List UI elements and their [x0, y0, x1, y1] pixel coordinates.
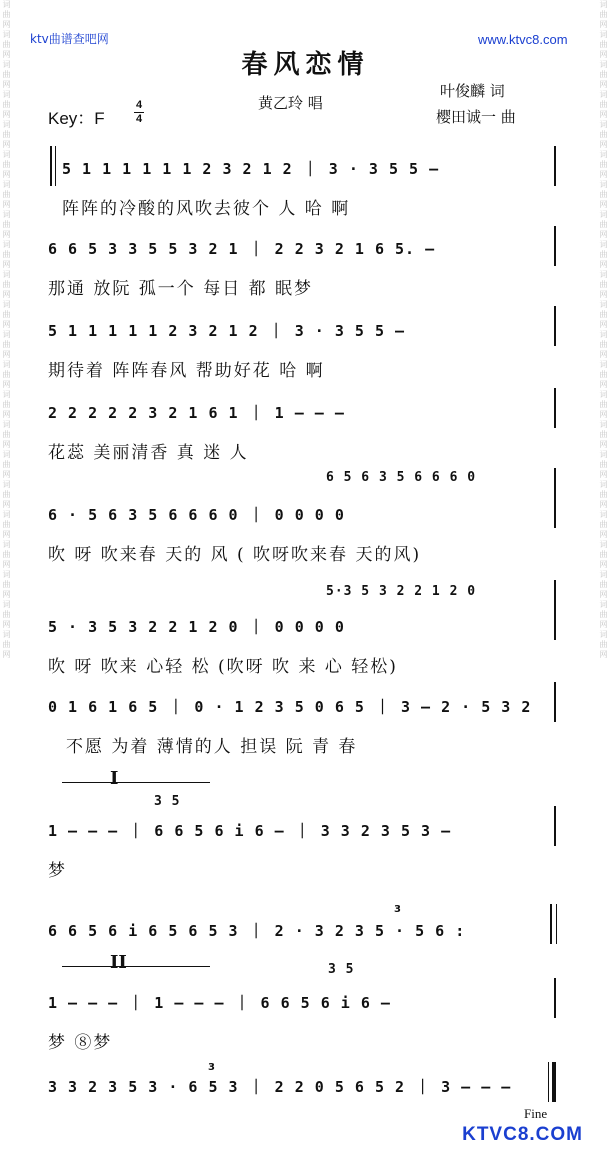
row-11-triplet-mark: 3: [208, 1062, 215, 1073]
time-signature-bottom: 4: [135, 113, 143, 125]
repeat-end-bar-thin: [556, 904, 557, 944]
row-4-end-bar: [554, 388, 556, 428]
row-3-lyrics: 期待着 阵阵春风 帮助好花 哈 啊: [48, 361, 325, 381]
row-8-lyrics: 梦: [48, 861, 67, 881]
row-2-end-bar: [554, 226, 556, 266]
row-10-notes: 1 — — — ｜ 1 — — — ｜ 6 6 5 6 i 6 —: [48, 994, 391, 1012]
ktvc8-logo: KTVC8.COM: [462, 1124, 583, 1145]
row-3-notes: 5 1 1 1 1 1 2 3 2 1 2 ｜ 3 · 3 5 5 —: [48, 322, 406, 340]
fine-marking: Fine: [524, 1106, 548, 1121]
row-10-lyrics: 梦 ⑧梦: [48, 1033, 113, 1053]
row-9-notes: 6 6 5 6 i 6 5 6 5 3 ｜ 2 · 3 2 3 5 · 5 6 :: [48, 922, 466, 940]
row-8-end-bar: [554, 806, 556, 846]
header-right-site[interactable]: www.ktvc8.com: [478, 32, 568, 47]
row-10-upper-voice: 3 5: [328, 962, 355, 977]
row-6-end-bar: [554, 580, 556, 640]
row-5-upper-voice: 6 5 6 3 5 6 6 6 0: [326, 470, 477, 485]
time-signature: [134, 100, 144, 125]
start-bar-thin: [55, 146, 56, 186]
row-6-upper-voice: 5·3 5 3 2 2 1 2 0: [326, 584, 477, 599]
row-9-triplet-mark: 3: [394, 904, 401, 915]
row-4-lyrics: 花蕊 美丽清香 真 迷 人: [48, 443, 249, 463]
row-5-end-bar: [554, 468, 556, 528]
row-11-notes: 3 3 2 3 5 3 · 6 5 3 ｜ 2 2 0 5 6 5 2 ｜ 3 — — —: [48, 1078, 512, 1096]
volta-2-label: II: [110, 952, 127, 973]
row-2-notes: 6 6 5 3 3 5 5 3 2 1 ｜ 2 2 3 2 1 6 5. —: [48, 240, 436, 258]
composer-credit: 樱田诚一 曲: [436, 108, 516, 126]
row-8-upper-voice: 3 5: [154, 794, 181, 809]
row-7-end-bar: [554, 682, 556, 722]
row-5-lyrics: 吹 呀 吹来春 天的 风 ( 吹呀吹来春 天的风): [48, 545, 422, 565]
left-sidebar-watermark: 词曲网词曲网词曲网词曲网词曲网词曲网词曲网词曲网词曲网词曲网词曲网词曲网词曲网词曲网词曲网词曲网词曲网词曲网词曲网词曲网词曲网词曲网: [2, 0, 11, 660]
row-6-notes: 5 · 3 5 3 2 2 1 2 0 ｜ 0 0 0 0: [48, 618, 345, 636]
row-2-lyrics: 那通 放阮 孤一个 每日 都 眠梦: [48, 279, 314, 299]
row-1-notes: 5 1 1 1 1 1 1 2 3 2 1 2 ｜ 3 · 3 5 5 —: [62, 160, 440, 178]
header-left-site[interactable]: ktv曲谱查吧网: [30, 32, 109, 46]
time-signature-top: 4: [135, 99, 143, 111]
volta-2-bracket: [62, 966, 210, 967]
song-title: 春风恋情: [241, 50, 370, 80]
final-bar-thick: [552, 1062, 556, 1102]
row-5-notes: 6 · 5 6 3 5 6 6 6 0 ｜ 0 0 0 0: [48, 506, 345, 524]
row-1-end-bar: [554, 146, 556, 186]
row-7-lyrics: 不愿 为着 薄情的人 担误 阮 青 春: [66, 737, 358, 757]
row-7-notes: 0 1 6 1 6 5 ｜ 0 · 1 2 3 5 0 6 5 ｜ 3 — 2 · 5 3 2: [48, 698, 532, 716]
right-sidebar-watermark: 词曲网词曲网词曲网词曲网词曲网词曲网词曲网词曲网词曲网词曲网词曲网词曲网词曲网词曲网词曲网词曲网词曲网词曲网词曲网词曲网词曲网词曲网: [599, 0, 608, 660]
row-6-lyrics: 吹 呀 吹来 心轻 松 (吹呀 吹 来 心 轻松): [48, 657, 398, 677]
row-1-lyrics: 阵阵的冷酸的风吹去彼个 人 哈 啊: [62, 199, 351, 219]
volta-1-bracket: [62, 782, 210, 783]
row-3-end-bar: [554, 306, 556, 346]
singer-credit: 黄乙玲 唱: [258, 94, 323, 112]
final-bar-thin: [548, 1062, 549, 1102]
lyricist-credit: 叶俊麟 词: [440, 82, 505, 100]
row-10-end-bar: [554, 978, 556, 1018]
repeat-end-bar-thick: [550, 904, 552, 944]
start-double-bar: [50, 146, 52, 186]
row-4-notes: 2 2 2 2 2 3 2 1 6 1 ｜ 1 — — —: [48, 404, 345, 422]
key-signature: Key：F: [48, 109, 105, 128]
volta-1-label: I: [110, 768, 119, 789]
row-8-notes: 1 — — — ｜ 6 6 5 6 i 6 — ｜ 3 3 2 3 5 3 —: [48, 822, 452, 840]
